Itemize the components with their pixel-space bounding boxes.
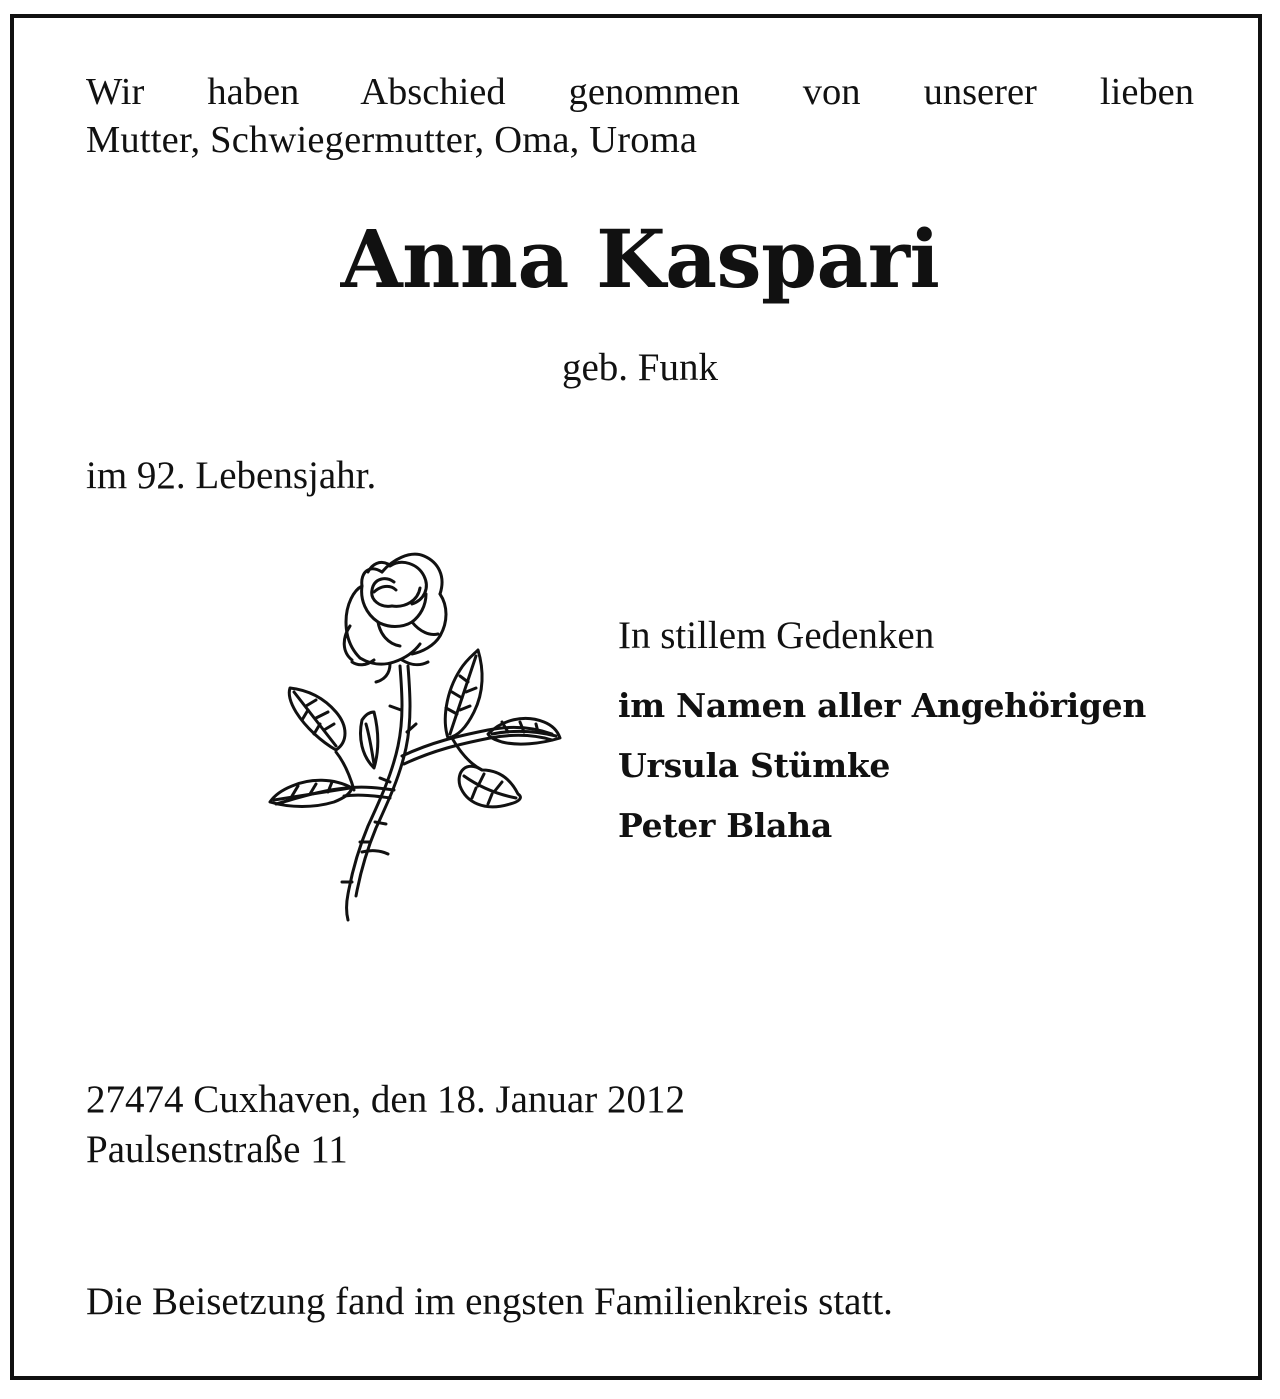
intro-line-2: Mutter, Schwiegermutter, Oma, Uroma xyxy=(86,119,698,161)
signer-line: im Namen aller Angehörigen xyxy=(618,686,1147,725)
memory-text: In stillem Gedenken xyxy=(618,614,935,657)
signer-name: Peter Blaha xyxy=(618,806,832,845)
intro-text xyxy=(86,68,1194,164)
street-address: Paulsenstraße 11 xyxy=(86,1128,348,1171)
rose-icon xyxy=(262,542,566,928)
age-text: im 92. Lebensjahr. xyxy=(86,454,377,497)
deceased-name: Anna Kaspari xyxy=(340,212,940,306)
intro-line-1: Wir haben Abschied genommen von unserer lieben xyxy=(86,71,1194,113)
signer-name: Ursula Stümke xyxy=(618,746,891,785)
place-date: 27474 Cuxhaven, den 18. Januar 2012 xyxy=(86,1078,685,1121)
funeral-note: Die Beisetzung fand im engsten Familienkreis statt. xyxy=(86,1280,893,1323)
signature-block xyxy=(618,612,1218,856)
maiden-name: geb. Funk xyxy=(562,346,718,389)
